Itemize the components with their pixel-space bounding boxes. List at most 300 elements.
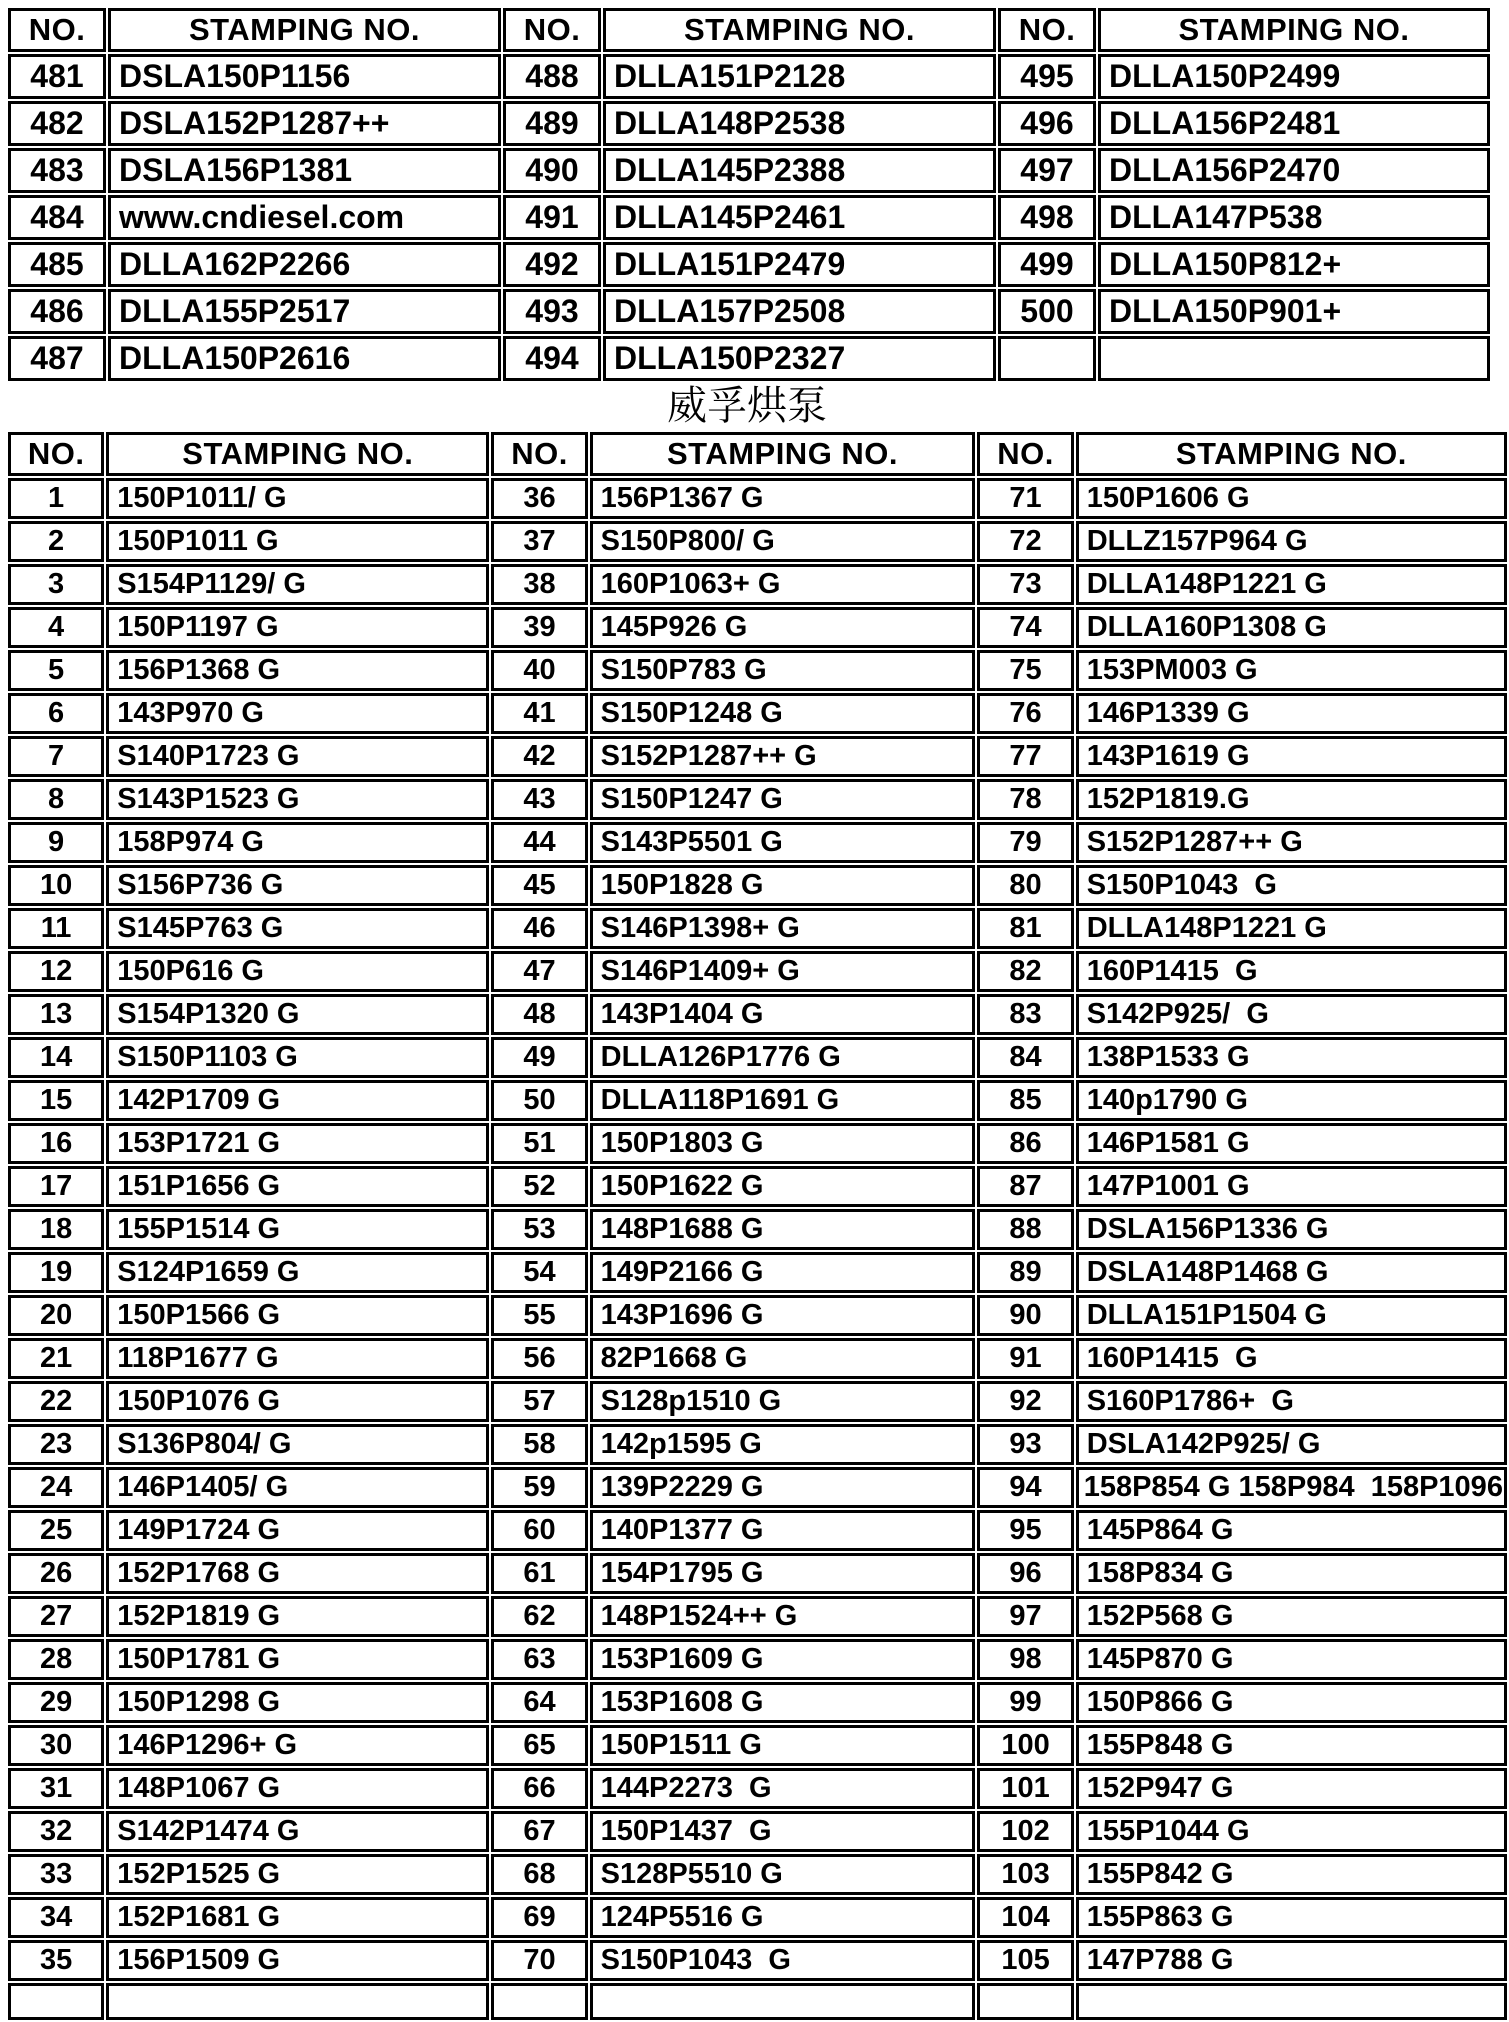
section-title: 威孚烘泵 (667, 383, 827, 429)
stamping-no-cell: DLLA150P2327 (603, 336, 996, 381)
no-cell: 487 (8, 336, 106, 381)
no-cell: 33 (8, 1854, 104, 1895)
no-cell: 32 (8, 1811, 104, 1852)
no-cell: 31 (8, 1768, 104, 1809)
no-cell: 100 (977, 1725, 1073, 1766)
no-cell: 492 (503, 242, 601, 287)
table-row (8, 908, 1507, 949)
stamping-no-cell: DSLA150P1156 (108, 54, 501, 99)
stamping-no-cell: 150P1437 G (590, 1811, 976, 1852)
table-row (8, 1166, 1507, 1207)
no-cell: 90 (977, 1295, 1073, 1336)
stamping-no-cell: 150P616 G (106, 951, 489, 992)
stamping-no-cell: DLLA156P2470 (1098, 148, 1490, 193)
no-cell: 15 (8, 1080, 104, 1121)
stamping-no-cell: S143P5501 G (590, 822, 976, 863)
stamping-table-1-105 (6, 430, 1509, 2022)
stamping-table-481-500 (6, 6, 1492, 383)
stamping-no-cell: 153P1608 G (590, 1682, 976, 1723)
no-cell: 92 (977, 1381, 1073, 1422)
stamping-no-cell: S136P804/ G (106, 1424, 489, 1465)
stamping-no-cell: DLLA156P2481 (1098, 101, 1490, 146)
stamping-no-cell: 150P1803 G (590, 1123, 976, 1164)
no-cell: 88 (977, 1209, 1073, 1250)
table-row (8, 1123, 1507, 1164)
no-column-header: NO. (8, 8, 106, 52)
table-row (8, 1209, 1507, 1250)
no-cell: 59 (491, 1467, 587, 1508)
stamping-no-column-header: STAMPING NO. (1076, 432, 1507, 476)
stamping-no-cell: DLLA160P1308 G (1076, 607, 1507, 648)
stamping-no-cell: DLLA151P2479 (603, 242, 996, 287)
stamping-no-cell: 124P5516 G (590, 1897, 976, 1938)
no-cell: 77 (977, 736, 1073, 777)
stamping-no-cell: 150P1828 G (590, 865, 976, 906)
stamping-no-cell: 160P1415 G (1076, 1338, 1507, 1379)
no-cell: 27 (8, 1596, 104, 1637)
stamping-no-cell: 145P864 G (1076, 1510, 1507, 1551)
stamping-no-cell: 138P1533 G (1076, 1037, 1507, 1078)
stamping-no-cell: S150P1043 G (1076, 865, 1507, 906)
no-cell: 42 (491, 736, 587, 777)
no-cell: 96 (977, 1553, 1073, 1594)
stamping-no-cell: DLLA150P2616 (108, 336, 501, 381)
no-cell: 482 (8, 101, 106, 146)
table-row (8, 1381, 1507, 1422)
stamping-no-cell: 153PM003 G (1076, 650, 1507, 691)
no-cell: 58 (491, 1424, 587, 1465)
no-cell: 53 (491, 1209, 587, 1250)
no-column-header: NO. (998, 8, 1096, 52)
no-cell (491, 1983, 587, 2020)
no-cell (998, 336, 1096, 381)
no-cell: 6 (8, 693, 104, 734)
stamping-no-cell: 150P1076 G (106, 1381, 489, 1422)
no-column-header: NO. (977, 432, 1073, 476)
header-row (8, 8, 1490, 52)
no-cell: 91 (977, 1338, 1073, 1379)
stamping-no-cell: S156P736 G (106, 865, 489, 906)
no-cell: 26 (8, 1553, 104, 1594)
table-row (8, 1768, 1507, 1809)
no-cell: 63 (491, 1639, 587, 1680)
no-cell: 481 (8, 54, 106, 99)
stamping-no-column-header: STAMPING NO. (603, 8, 996, 52)
no-cell: 13 (8, 994, 104, 1035)
stamping-no-cell: DLLA150P2499 (1098, 54, 1490, 99)
no-cell: 79 (977, 822, 1073, 863)
table-row (8, 101, 1490, 146)
no-column-header: NO. (503, 8, 601, 52)
no-cell: 4 (8, 607, 104, 648)
stamping-no-cell: 150P1011/ G (106, 478, 489, 519)
stamping-no-cell: DLLA162P2266 (108, 242, 501, 287)
no-cell: 18 (8, 1209, 104, 1250)
stamping-no-cell: S142P925/ G (1076, 994, 1507, 1035)
stamping-no-cell: 152P1681 G (106, 1897, 489, 1938)
no-cell: 3 (8, 564, 104, 605)
no-cell: 105 (977, 1940, 1073, 1981)
no-cell: 72 (977, 521, 1073, 562)
stamping-no-cell: 151P1656 G (106, 1166, 489, 1207)
stamping-no-column-header: STAMPING NO. (590, 432, 976, 476)
no-cell: 70 (491, 1940, 587, 1981)
stamping-no-cell: 152P1819.G (1076, 779, 1507, 820)
stamping-no-cell: 140P1377 G (590, 1510, 976, 1551)
table-row (8, 1295, 1507, 1336)
no-cell: 99 (977, 1682, 1073, 1723)
stamping-no-cell: S150P1248 G (590, 693, 976, 734)
stamping-no-cell: DLLA148P2538 (603, 101, 996, 146)
stamping-no-cell: DLLA145P2388 (603, 148, 996, 193)
no-cell: 485 (8, 242, 106, 287)
stamping-no-cell: S140P1723 G (106, 736, 489, 777)
no-cell: 36 (491, 478, 587, 519)
table-row (8, 1510, 1507, 1551)
no-cell: 57 (491, 1381, 587, 1422)
no-cell: 10 (8, 865, 104, 906)
no-cell: 14 (8, 1037, 104, 1078)
table-row (8, 693, 1507, 734)
stamping-no-cell: 118P1677 G (106, 1338, 489, 1379)
no-cell: 1 (8, 478, 104, 519)
no-cell: 2 (8, 521, 104, 562)
stamping-no-cell: 148P1688 G (590, 1209, 976, 1250)
stamping-no-cell: 150P1781 G (106, 1639, 489, 1680)
stamping-no-cell: DLLA151P1504 G (1076, 1295, 1507, 1336)
no-cell: 23 (8, 1424, 104, 1465)
table-row (8, 951, 1507, 992)
no-cell: 19 (8, 1252, 104, 1293)
no-cell: 81 (977, 908, 1073, 949)
stamping-no-cell: DSLA152P1287++ (108, 101, 501, 146)
stamping-no-cell: 150P1511 G (590, 1725, 976, 1766)
no-cell: 20 (8, 1295, 104, 1336)
stamping-no-cell: DSLA142P925/ G (1076, 1424, 1507, 1465)
stamping-no-cell: 156P1367 G (590, 478, 976, 519)
stamping-no-cell: 150P1197 G (106, 607, 489, 648)
no-cell: 8 (8, 779, 104, 820)
stamping-no-cell: 139P2229 G (590, 1467, 976, 1508)
stamping-no-cell: DLLA148P1221 G (1076, 564, 1507, 605)
no-cell: 496 (998, 101, 1096, 146)
stamping-no-column-header: STAMPING NO. (1098, 8, 1490, 52)
no-cell: 86 (977, 1123, 1073, 1164)
no-cell: 47 (491, 951, 587, 992)
no-cell: 34 (8, 1897, 104, 1938)
no-cell: 82 (977, 951, 1073, 992)
stamping-no-cell: 150P1622 G (590, 1166, 976, 1207)
stamping-no-cell (106, 1983, 489, 2020)
stamping-no-cell: 150P1011 G (106, 521, 489, 562)
table-row (8, 478, 1507, 519)
no-cell: 22 (8, 1381, 104, 1422)
table-row (8, 1682, 1507, 1723)
stamping-no-cell: 144P2273 G (590, 1768, 976, 1809)
stamping-no-cell: 148P1524++ G (590, 1596, 976, 1637)
stamping-no-cell: 146P1296+ G (106, 1725, 489, 1766)
table-row (8, 1897, 1507, 1938)
stamping-no-cell: DLLA126P1776 G (590, 1037, 976, 1078)
no-cell: 89 (977, 1252, 1073, 1293)
no-cell: 94 (977, 1467, 1073, 1508)
stamping-no-cell (1098, 336, 1490, 381)
no-cell: 78 (977, 779, 1073, 820)
no-cell: 87 (977, 1166, 1073, 1207)
stamping-no-cell: 149P2166 G (590, 1252, 976, 1293)
stamping-no-cell: S152P1287++ G (1076, 822, 1507, 863)
no-cell: 44 (491, 822, 587, 863)
no-cell: 46 (491, 908, 587, 949)
stamping-no-cell: 140p1790 G (1076, 1080, 1507, 1121)
no-cell: 495 (998, 54, 1096, 99)
no-cell: 60 (491, 1510, 587, 1551)
no-cell: 40 (491, 650, 587, 691)
stamping-no-cell: 156P1509 G (106, 1940, 489, 1981)
stamping-no-cell: 147P788 G (1076, 1940, 1507, 1981)
no-cell: 483 (8, 148, 106, 193)
stamping-no-cell: DSLA156P1336 G (1076, 1209, 1507, 1250)
stamping-no-cell: 160P1063+ G (590, 564, 976, 605)
no-cell: 38 (491, 564, 587, 605)
stamping-no-cell: 152P568 G (1076, 1596, 1507, 1637)
no-cell: 64 (491, 1682, 587, 1723)
stamping-no-cell: S154P1320 G (106, 994, 489, 1035)
table-row (8, 1983, 1507, 2020)
no-cell: 102 (977, 1811, 1073, 1852)
stamping-no-cell: 154P1795 G (590, 1553, 976, 1594)
stamping-no-cell: S145P763 G (106, 908, 489, 949)
table-row (8, 865, 1507, 906)
no-cell: 498 (998, 195, 1096, 240)
table-row (8, 54, 1490, 99)
no-cell: 499 (998, 242, 1096, 287)
stamping-no-column-header: STAMPING NO. (108, 8, 501, 52)
stamping-no-cell: 158P974 G (106, 822, 489, 863)
no-cell: 12 (8, 951, 104, 992)
stamping-no-cell: DLLA150P812+ (1098, 242, 1490, 287)
stamping-no-cell: 150P1298 G (106, 1682, 489, 1723)
no-cell: 76 (977, 693, 1073, 734)
stamping-no-cell: S154P1129/ G (106, 564, 489, 605)
no-cell: 52 (491, 1166, 587, 1207)
no-cell: 484 (8, 195, 106, 240)
no-cell: 29 (8, 1682, 104, 1723)
table-row (8, 607, 1507, 648)
no-cell: 494 (503, 336, 601, 381)
no-cell: 493 (503, 289, 601, 334)
stamping-no-cell: S150P1043 G (590, 1940, 976, 1981)
no-cell: 9 (8, 822, 104, 863)
stamping-no-cell: DLLA147P538 (1098, 195, 1490, 240)
stamping-no-cell: 158P834 G (1076, 1553, 1507, 1594)
stamping-no-cell: 146P1581 G (1076, 1123, 1507, 1164)
table-row (8, 1811, 1507, 1852)
table-row (8, 1424, 1507, 1465)
stamping-no-cell: 147P1001 G (1076, 1166, 1507, 1207)
no-cell: 30 (8, 1725, 104, 1766)
no-cell: 93 (977, 1424, 1073, 1465)
stamping-no-column-header: STAMPING NO. (106, 432, 489, 476)
no-cell: 85 (977, 1080, 1073, 1121)
stamping-no-cell (590, 1983, 976, 2020)
no-cell: 21 (8, 1338, 104, 1379)
table-row (8, 195, 1490, 240)
stamping-no-cell (1076, 1983, 1507, 2020)
no-cell: 5 (8, 650, 104, 691)
no-cell: 37 (491, 521, 587, 562)
stamping-no-cell: 155P863 G (1076, 1897, 1507, 1938)
table-row (8, 1854, 1507, 1895)
no-cell: 51 (491, 1123, 587, 1164)
stamping-no-cell: www.cndiesel.com (108, 195, 501, 240)
stamping-no-cell: DLLA157P2508 (603, 289, 996, 334)
table-row (8, 1553, 1507, 1594)
no-cell: 66 (491, 1768, 587, 1809)
no-cell: 486 (8, 289, 106, 334)
table-row (8, 1725, 1507, 1766)
no-cell: 41 (491, 693, 587, 734)
no-cell: 68 (491, 1854, 587, 1895)
stamping-no-cell: 152P1819 G (106, 1596, 489, 1637)
no-cell: 55 (491, 1295, 587, 1336)
stamping-no-cell: S150P783 G (590, 650, 976, 691)
stamping-no-cell: DLLZ157P964 G (1076, 521, 1507, 562)
table-row (8, 1940, 1507, 1981)
no-cell: 95 (977, 1510, 1073, 1551)
table-row (8, 736, 1507, 777)
stamping-no-cell: S150P800/ G (590, 521, 976, 562)
no-cell: 35 (8, 1940, 104, 1981)
stamping-no-cell: DLLA150P901+ (1098, 289, 1490, 334)
no-cell: 56 (491, 1338, 587, 1379)
stamping-no-cell: S143P1523 G (106, 779, 489, 820)
table-row (8, 1252, 1507, 1293)
no-cell: 490 (503, 148, 601, 193)
table-row (8, 1080, 1507, 1121)
table-row (8, 822, 1507, 863)
no-cell: 65 (491, 1725, 587, 1766)
stamping-no-cell: 143P1619 G (1076, 736, 1507, 777)
no-cell: 39 (491, 607, 587, 648)
stamping-no-cell: 152P947 G (1076, 1768, 1507, 1809)
stamping-no-cell: S128P5510 G (590, 1854, 976, 1895)
no-cell: 97 (977, 1596, 1073, 1637)
no-cell: 83 (977, 994, 1073, 1035)
no-cell: 28 (8, 1639, 104, 1680)
stamping-no-cell: S124P1659 G (106, 1252, 489, 1293)
stamping-no-cell: 155P848 G (1076, 1725, 1507, 1766)
stamping-no-cell: 143P970 G (106, 693, 489, 734)
stamping-no-cell: 145P870 G (1076, 1639, 1507, 1680)
stamping-no-cell: 156P1368 G (106, 650, 489, 691)
table-row (8, 1467, 1507, 1508)
stamping-no-cell: DLLA155P2517 (108, 289, 501, 334)
no-cell: 67 (491, 1811, 587, 1852)
table-row (8, 1639, 1507, 1680)
no-cell: 500 (998, 289, 1096, 334)
no-cell: 11 (8, 908, 104, 949)
stamping-no-cell: 148P1067 G (106, 1768, 489, 1809)
table-row (8, 650, 1507, 691)
stamping-no-cell: S152P1287++ G (590, 736, 976, 777)
stamping-no-cell: DLLA148P1221 G (1076, 908, 1507, 949)
no-cell: 49 (491, 1037, 587, 1078)
stamping-no-cell: 82P1668 G (590, 1338, 976, 1379)
stamping-no-cell: 150P1566 G (106, 1295, 489, 1336)
stamping-no-cell: DSLA148P1468 G (1076, 1252, 1507, 1293)
no-cell: 84 (977, 1037, 1073, 1078)
stamping-no-cell: S150P1103 G (106, 1037, 489, 1078)
no-cell: 74 (977, 607, 1073, 648)
table-row (8, 1338, 1507, 1379)
table-row (8, 289, 1490, 334)
no-cell: 101 (977, 1768, 1073, 1809)
no-cell: 103 (977, 1854, 1073, 1895)
no-cell: 69 (491, 1897, 587, 1938)
no-cell: 73 (977, 564, 1073, 605)
no-cell (977, 1983, 1073, 2020)
stamping-no-cell: 152P1525 G (106, 1854, 489, 1895)
stamping-no-cell: 142P1709 G (106, 1080, 489, 1121)
stamping-no-cell: 145P926 G (590, 607, 976, 648)
table-row (8, 336, 1490, 381)
no-cell: 488 (503, 54, 601, 99)
stamping-no-cell: S150P1247 G (590, 779, 976, 820)
no-cell: 25 (8, 1510, 104, 1551)
stamping-no-cell: S142P1474 G (106, 1811, 489, 1852)
stamping-no-cell: DLLA151P2128 (603, 54, 996, 99)
stamping-no-cell: 143P1404 G (590, 994, 976, 1035)
no-cell: 7 (8, 736, 104, 777)
table-row (8, 994, 1507, 1035)
table-row (8, 1037, 1507, 1078)
no-column-header: NO. (491, 432, 587, 476)
stamping-no-cell: DLLA145P2461 (603, 195, 996, 240)
no-cell: 497 (998, 148, 1096, 193)
no-cell: 45 (491, 865, 587, 906)
stamping-no-cell: 152P1768 G (106, 1553, 489, 1594)
no-cell: 43 (491, 779, 587, 820)
stamping-no-cell: 149P1724 G (106, 1510, 489, 1551)
no-cell: 62 (491, 1596, 587, 1637)
no-cell: 80 (977, 865, 1073, 906)
stamping-no-cell: 146P1405/ G (106, 1467, 489, 1508)
no-cell: 489 (503, 101, 601, 146)
stamping-no-cell: 153P1721 G (106, 1123, 489, 1164)
stamping-no-cell: S128p1510 G (590, 1381, 976, 1422)
stamping-no-cell: 158P854 G 158P984 158P1096 (1076, 1467, 1507, 1508)
stamping-no-cell: S146P1398+ G (590, 908, 976, 949)
no-cell: 54 (491, 1252, 587, 1293)
table-row (8, 1596, 1507, 1637)
no-cell: 98 (977, 1639, 1073, 1680)
table-row (8, 242, 1490, 287)
no-column-header: NO. (8, 432, 104, 476)
stamping-no-cell: 155P842 G (1076, 1854, 1507, 1895)
stamping-no-cell: 153P1609 G (590, 1639, 976, 1680)
stamping-no-cell: DSLA156P1381 (108, 148, 501, 193)
stamping-no-cell: 146P1339 G (1076, 693, 1507, 734)
no-cell: 17 (8, 1166, 104, 1207)
table-row (8, 521, 1507, 562)
no-cell: 491 (503, 195, 601, 240)
stamping-no-cell: S146P1409+ G (590, 951, 976, 992)
no-cell: 50 (491, 1080, 587, 1121)
stamping-no-cell: S160P1786+ G (1076, 1381, 1507, 1422)
stamping-no-cell: 143P1696 G (590, 1295, 976, 1336)
table-row (8, 779, 1507, 820)
